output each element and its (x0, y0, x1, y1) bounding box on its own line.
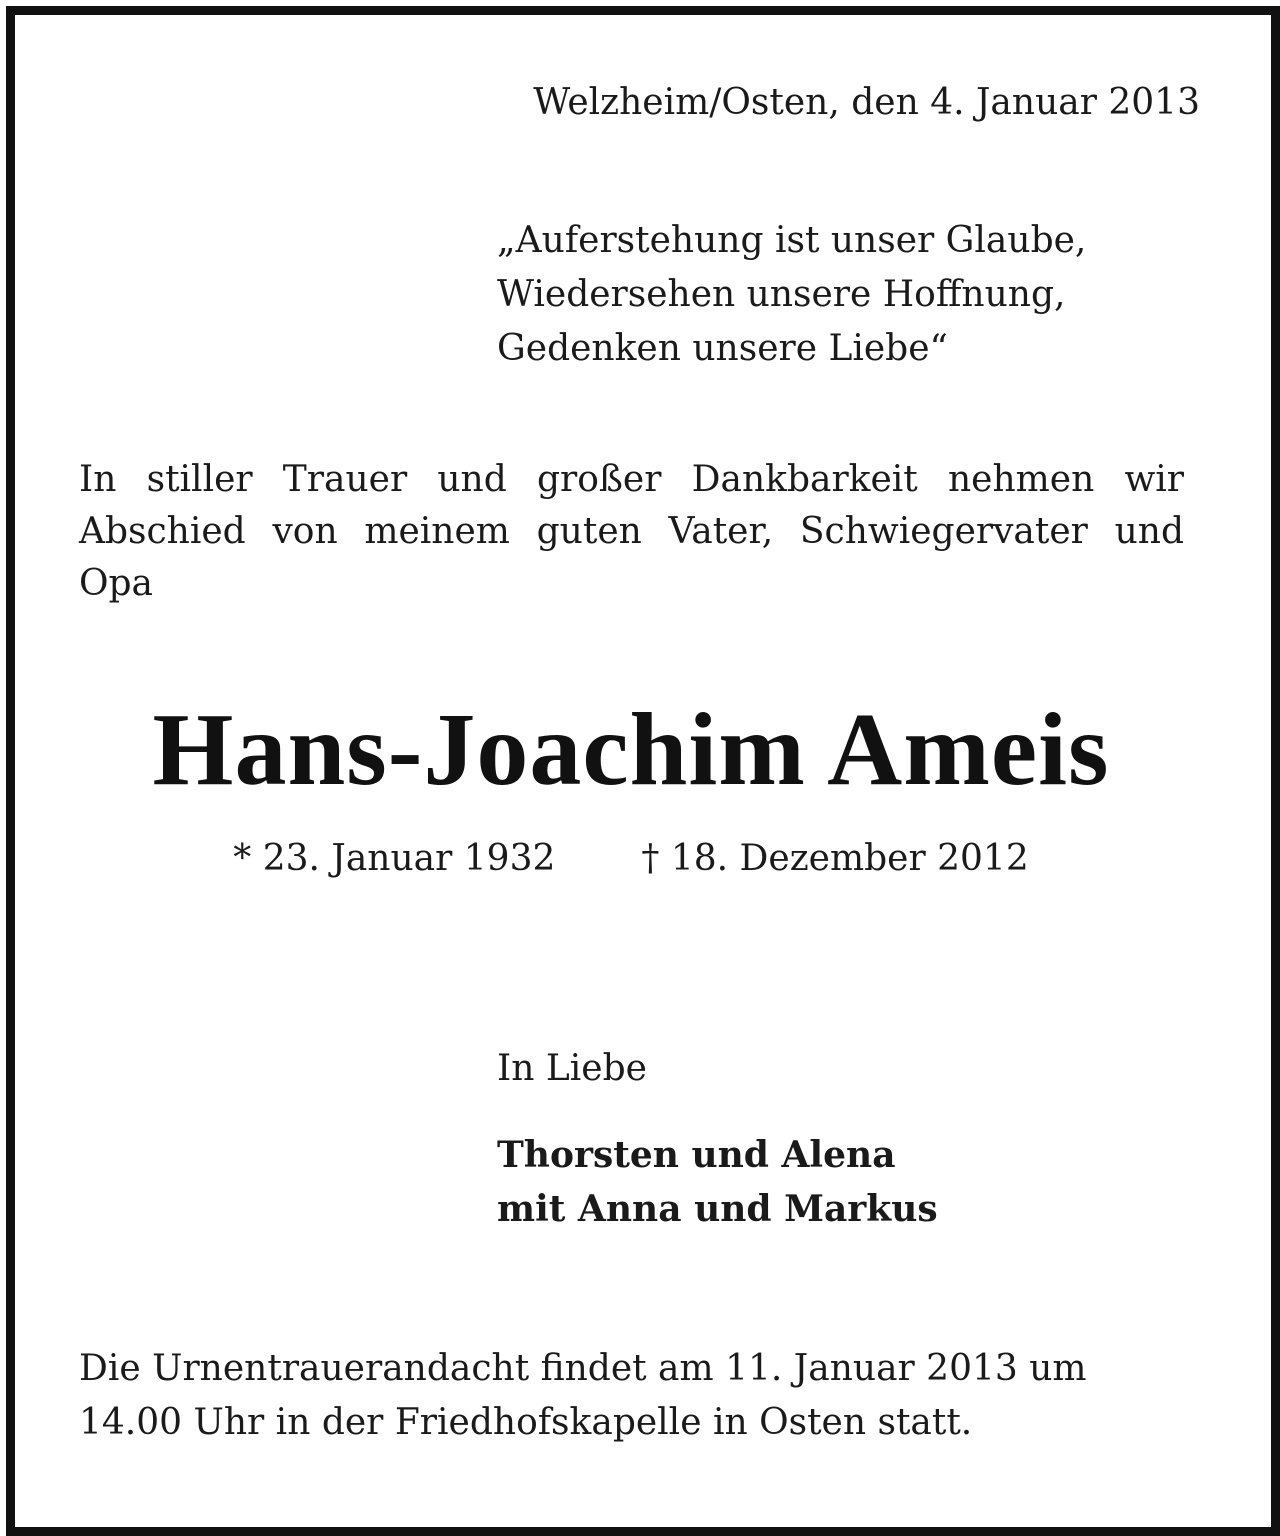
place-and-date: Welzheim/Osten, den 4. Januar 2013 (533, 82, 1200, 123)
quote-line-3: Gedenken unsere Liebe“ (497, 328, 948, 369)
family-line-1: Thorsten und Alena (497, 1134, 896, 1176)
family-line-2: mit Anna und Markus (497, 1188, 938, 1230)
notice-line-1: Die Urnentrauerandacht findet am 11. Januar 2013 um (79, 1348, 1087, 1389)
notice-line-2: 14.00 Uhr in der Friedhofskapelle in Osten statt. (79, 1402, 973, 1443)
intro-line-1: In stiller Trauer und großer Dankbarkeit nehmen wir (79, 459, 1184, 500)
intro-line-3: Opa (79, 563, 154, 604)
closing-phrase: In Liebe (497, 1048, 647, 1089)
intro-line-2: Abschied von meinem guten Vater, Schwiegervater und (79, 511, 1184, 552)
memorial-quote (497, 214, 1086, 376)
death-date: † 18. Dezember 2012 (641, 838, 1029, 879)
intro-paragraph (79, 454, 1184, 610)
quote-line-1: „Auferstehung ist unser Glaube, (497, 220, 1087, 261)
deceased-name: Hans-Joachim Ameis (152, 692, 1110, 807)
birth-date: * 23. Januar 1932 (233, 838, 556, 879)
quote-line-2: Wiedersehen unsere Hoffnung, (497, 274, 1066, 315)
life-dates (0, 832, 1262, 886)
service-notice (79, 1342, 1189, 1450)
family-signature (497, 1128, 938, 1236)
